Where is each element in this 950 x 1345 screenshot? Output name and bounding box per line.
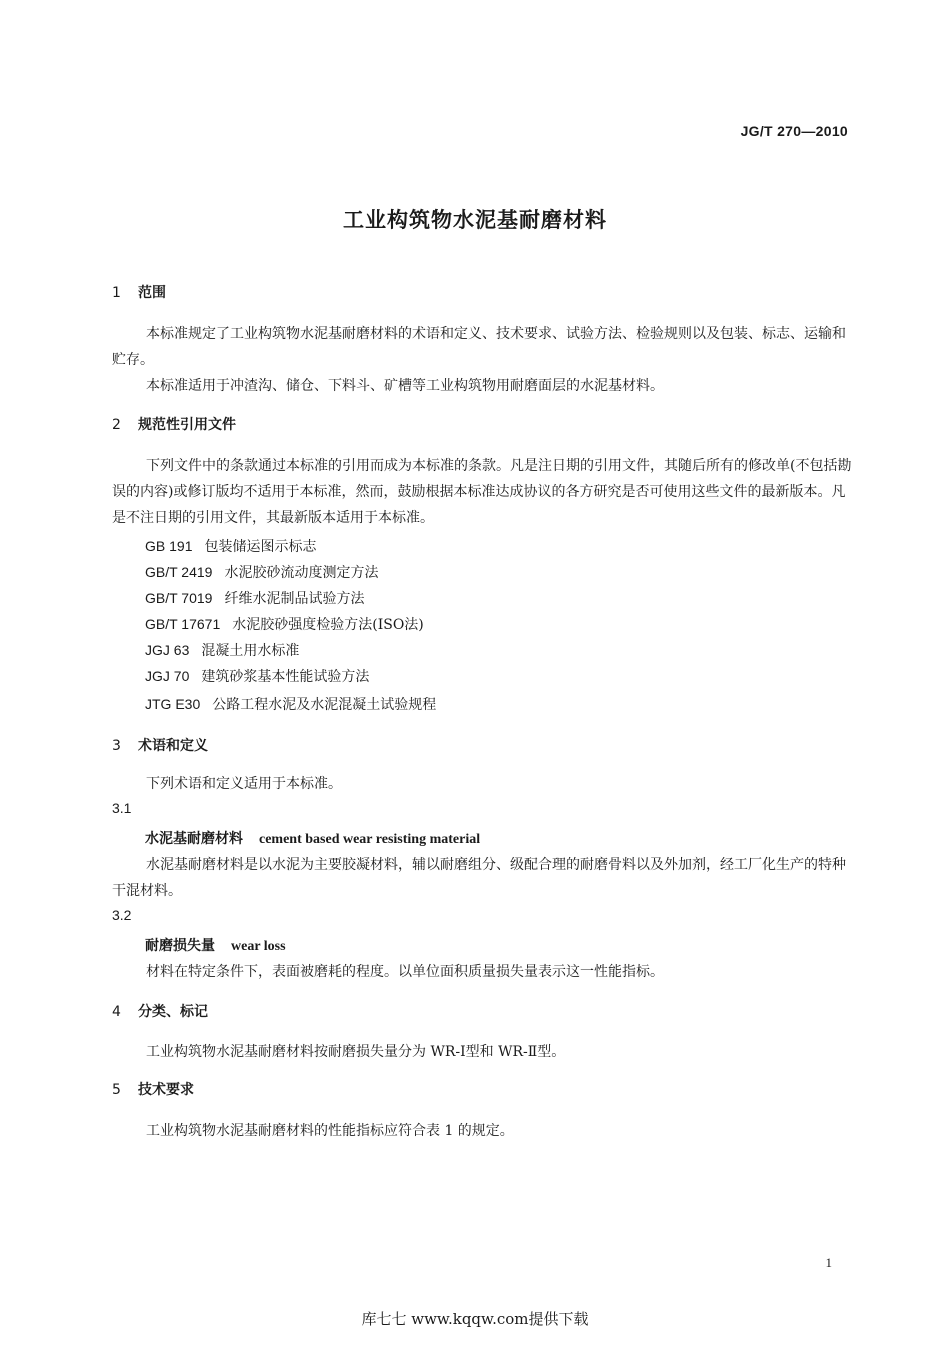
reference-item xyxy=(145,640,299,660)
reference-code: JGJ 63 xyxy=(145,642,190,658)
reference-item xyxy=(145,562,378,582)
reference-code: JGJ 70 xyxy=(145,668,190,684)
term-english: cement based wear resisting material xyxy=(259,832,481,847)
page-number: 1 xyxy=(825,1255,832,1270)
term-chinese: 耐磨损失量 xyxy=(145,938,215,954)
section-title: 技术要求 xyxy=(138,1082,194,1098)
term-number: 3.1 xyxy=(112,800,132,816)
reference-code: GB/T 17671 xyxy=(145,616,221,632)
section-number: 3 xyxy=(112,738,121,754)
section-number: 2 xyxy=(112,417,121,433)
section-title: 规范性引用文件 xyxy=(138,417,236,433)
section-number: 5 xyxy=(112,1082,121,1098)
section-title: 分类、标记 xyxy=(138,1004,208,1020)
section-5-heading xyxy=(112,1079,194,1099)
section-title: 术语和定义 xyxy=(138,738,208,754)
reference-item xyxy=(145,588,364,608)
reference-code: GB/T 7019 xyxy=(145,590,213,606)
term-definition: 材料在特定条件下，表面被磨耗的程度。以单位面积质量损失量表示这一性能指标。 xyxy=(146,964,664,980)
reference-name: 包装储运图示标志 xyxy=(204,539,317,555)
section-4-paragraph-1: 工业构筑物水泥基耐磨材料按耐磨损失量分为 WR-Ⅰ型和 WR-Ⅱ型。 xyxy=(146,1044,566,1060)
term-english: wear loss xyxy=(231,939,286,954)
reference-name: 建筑砂浆基本性能试验方法 xyxy=(201,669,370,685)
reference-item xyxy=(145,694,436,714)
reference-name: 纤维水泥制品试验方法 xyxy=(224,591,365,607)
term-number: 3.2 xyxy=(112,907,132,923)
reference-name: 水泥胶砂强度检验方法(ISO法) xyxy=(232,617,424,633)
term-chinese: 水泥基耐磨材料 xyxy=(145,831,243,847)
reference-code: GB 191 xyxy=(145,538,193,554)
download-footer: 库七七 www.kqqw.com提供下载 xyxy=(361,1310,589,1328)
section-5-paragraph-1: 工业构筑物水泥基耐磨材料的性能指标应符合表 1 的规定。 xyxy=(146,1123,514,1139)
section-3-paragraph-1: 下列术语和定义适用于本标准。 xyxy=(146,776,342,792)
term-heading xyxy=(145,935,286,955)
section-number: 4 xyxy=(112,1004,121,1020)
reference-item xyxy=(145,666,369,686)
reference-name: 水泥胶砂流动度测定方法 xyxy=(224,565,379,581)
term-definition: 水泥基耐磨材料是以水泥为主要胶凝材料，辅以耐磨组分、级配合理的耐磨骨料以及外加剂，经工厂化生产的特种干混材料。 xyxy=(112,857,846,899)
reference-name: 公路工程水泥及水泥混凝土试验规程 xyxy=(212,697,437,713)
reference-code: JTG E30 xyxy=(145,696,201,712)
reference-code: GB/T 2419 xyxy=(145,564,213,580)
reference-name: 混凝土用水标准 xyxy=(201,643,300,659)
section-2-paragraph-1: 下列文件中的条款通过本标准的引用而成为本标准的条款。凡是注日期的引用文件，其随后所有的修改单(不包括勘误的内容)或修订版均不适用于本标准，然而，鼓励根据本标准达成协议的各方研究是否可使用这些文件的最新版本。凡是不注日期的引用文件，其最新版本适用于本标准。 xyxy=(112,458,852,526)
section-3-heading xyxy=(112,735,208,755)
section-title: 范围 xyxy=(138,285,166,301)
section-1-heading xyxy=(112,282,166,302)
standard-code: JG/T 270—2010 xyxy=(740,123,848,139)
reference-item xyxy=(145,614,424,634)
reference-item xyxy=(145,536,316,556)
document-title: 工业构筑物水泥基耐磨材料 xyxy=(343,208,607,232)
section-number: 1 xyxy=(112,285,121,301)
section-1-paragraph-1: 本标准规定了工业构筑物水泥基耐磨材料的术语和定义、技术要求、试验方法、检验规则以及包装、标志、运输和贮存。 xyxy=(112,326,846,368)
section-2-heading xyxy=(112,414,236,434)
section-4-heading xyxy=(112,1001,208,1021)
section-1-paragraph-2: 本标准适用于冲渣沟、储仓、下料斗、矿槽等工业构筑物用耐磨面层的水泥基材料。 xyxy=(146,378,664,394)
term-heading xyxy=(145,828,480,848)
